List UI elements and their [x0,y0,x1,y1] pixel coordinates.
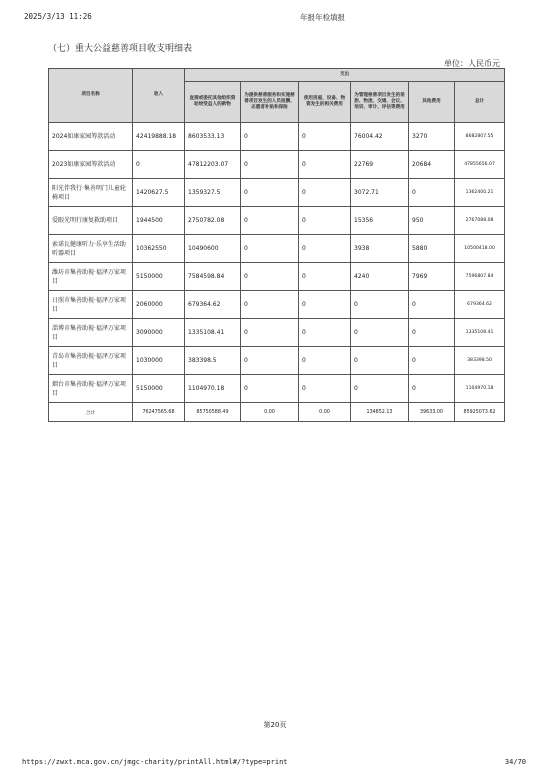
col-header-total: 总计 [455,82,505,123]
cell-equipment: 0 [299,263,351,291]
project-finance-table-container [48,68,504,422]
print-date: 2025/3/13 11:26 [24,12,92,21]
cell-direct: 1359327.5 [185,179,241,207]
table-row [49,235,505,263]
total-label: 合计 [49,403,133,422]
cell-equipment: 0 [299,235,351,263]
total-direct: 85750588.49 [185,403,241,422]
cell-staff: 0 [241,375,299,403]
cell-admin: 0 [351,291,409,319]
col-header-admin: 为管理慈善项目发生的差旅、物流、交通、会议、培训、审计、评估等费用 [351,82,409,123]
cell-other: 0 [409,179,455,207]
cell-project-name: 2024如康家园筹款活动 [49,123,133,151]
cell-direct: 1335108.41 [185,319,241,347]
cell-equipment: 0 [299,319,351,347]
cell-total: 679364.62 [455,291,505,319]
cell-total: 383398.50 [455,347,505,375]
cell-other: 0 [409,319,455,347]
footer-url: https://zwxt.mca.gov.cn/jmgc-charity/printAll.html#/?type=print [22,758,288,766]
cell-project-name: 潍坊市集善助视·福泽万家项目 [49,263,133,291]
total-row [49,403,505,422]
cell-direct: 2750782.08 [185,207,241,235]
cell-income: 2060000 [133,291,185,319]
cell-equipment: 0 [299,123,351,151]
table-row [49,319,505,347]
cell-staff: 0 [241,263,299,291]
cell-staff: 0 [241,319,299,347]
cell-equipment: 0 [299,179,351,207]
cell-equipment: 0 [299,207,351,235]
table-row [49,207,505,235]
cell-direct: 679364.62 [185,291,241,319]
project-finance-table [48,68,505,422]
table-row [49,375,505,403]
cell-direct: 47812203.07 [185,151,241,179]
cell-project-name: 淄博市集善助视·福泽万家项目 [49,319,133,347]
cell-income: 42419888.18 [133,123,185,151]
cell-total: 1104970.18 [455,375,505,403]
cell-other: 0 [409,347,455,375]
footer-page-count: 34/70 [504,758,526,766]
cell-total: 7596807.84 [455,263,505,291]
cell-project-name: 爱眼光明行康复救助项目 [49,207,133,235]
total-equipment: 0.00 [299,403,351,422]
cell-project-name: 阳光伴我行·集善明门儿童轮椅项目 [49,179,133,207]
document-header-title: 年报年检填报 [300,13,345,22]
cell-income: 5150000 [133,375,185,403]
total-other: 39633.00 [409,403,455,422]
cell-total: 47855656.07 [455,151,505,179]
cell-income: 1420627.5 [133,179,185,207]
col-header-staff: 为提供慈善服务和实施慈善项目发生的人员报酬、志愿者补贴和保险 [241,82,299,123]
cell-admin: 4240 [351,263,409,291]
col-header-direct: 直接或委托其他组织资助给受益人的款物 [185,82,241,123]
table-row [49,179,505,207]
col-header-project: 项目名称 [49,69,133,123]
cell-income: 0 [133,151,185,179]
cell-project-name: 2023如康家园筹款活动 [49,151,133,179]
section-title: （七）重大公益慈善项目收支明细表 [48,44,193,54]
cell-other: 0 [409,375,455,403]
cell-project-name: 索诺瓦健康听力·乐享生活助听器项目 [49,235,133,263]
cell-equipment: 0 [299,151,351,179]
total-income: 76247565.68 [133,403,185,422]
cell-admin: 22769 [351,151,409,179]
page-number: 第20页 [263,721,287,729]
cell-admin: 15356 [351,207,409,235]
cell-other: 0 [409,291,455,319]
cell-project-name: 烟台市集善助视·福泽万家项目 [49,375,133,403]
cell-staff: 0 [241,151,299,179]
cell-total: 2767088.08 [455,207,505,235]
cell-other: 3270 [409,123,455,151]
cell-equipment: 0 [299,375,351,403]
cell-staff: 0 [241,347,299,375]
cell-total: 1335108.41 [455,319,505,347]
cell-income: 3090000 [133,319,185,347]
cell-total: 8682807.55 [455,123,505,151]
cell-project-name: 日照市集善助视·福泽万家项目 [49,291,133,319]
table-row [49,123,505,151]
currency-unit: 单位：人民币元 [444,59,500,68]
cell-other: 7969 [409,263,455,291]
col-header-income: 收入 [133,69,185,123]
total-admin: 134852.13 [351,403,409,422]
cell-direct: 383398.5 [185,347,241,375]
table-row [49,291,505,319]
total-staff: 0.00 [241,403,299,422]
cell-staff: 0 [241,235,299,263]
cell-admin: 0 [351,347,409,375]
cell-project-name: 青岛市集善助视·福泽万家项目 [49,347,133,375]
cell-direct: 10490600 [185,235,241,263]
cell-staff: 0 [241,179,299,207]
cell-direct: 7584598.84 [185,263,241,291]
cell-total: 10500418.00 [455,235,505,263]
cell-staff: 0 [241,123,299,151]
col-header-equipment: 使用房屋、设备、物资发生的相关费用 [299,82,351,123]
cell-admin: 3938 [351,235,409,263]
table-row [49,151,505,179]
table-row [49,263,505,291]
cell-income: 10362550 [133,235,185,263]
cell-income: 1030000 [133,347,185,375]
cell-equipment: 0 [299,291,351,319]
col-header-expense-group: 支出 [185,69,505,82]
col-header-other: 其他费用 [409,82,455,123]
cell-total: 1362400.21 [455,179,505,207]
cell-other: 20684 [409,151,455,179]
cell-income: 5150000 [133,263,185,291]
cell-admin: 0 [351,319,409,347]
cell-admin: 0 [351,375,409,403]
cell-equipment: 0 [299,347,351,375]
cell-income: 1944500 [133,207,185,235]
cell-direct: 8603533.13 [185,123,241,151]
cell-other: 950 [409,207,455,235]
table-row [49,347,505,375]
total-grand: 85925073.62 [455,403,505,422]
cell-staff: 0 [241,207,299,235]
cell-other: 5880 [409,235,455,263]
cell-staff: 0 [241,291,299,319]
cell-admin: 3072.71 [351,179,409,207]
cell-admin: 76004.42 [351,123,409,151]
cell-direct: 1104970.18 [185,375,241,403]
